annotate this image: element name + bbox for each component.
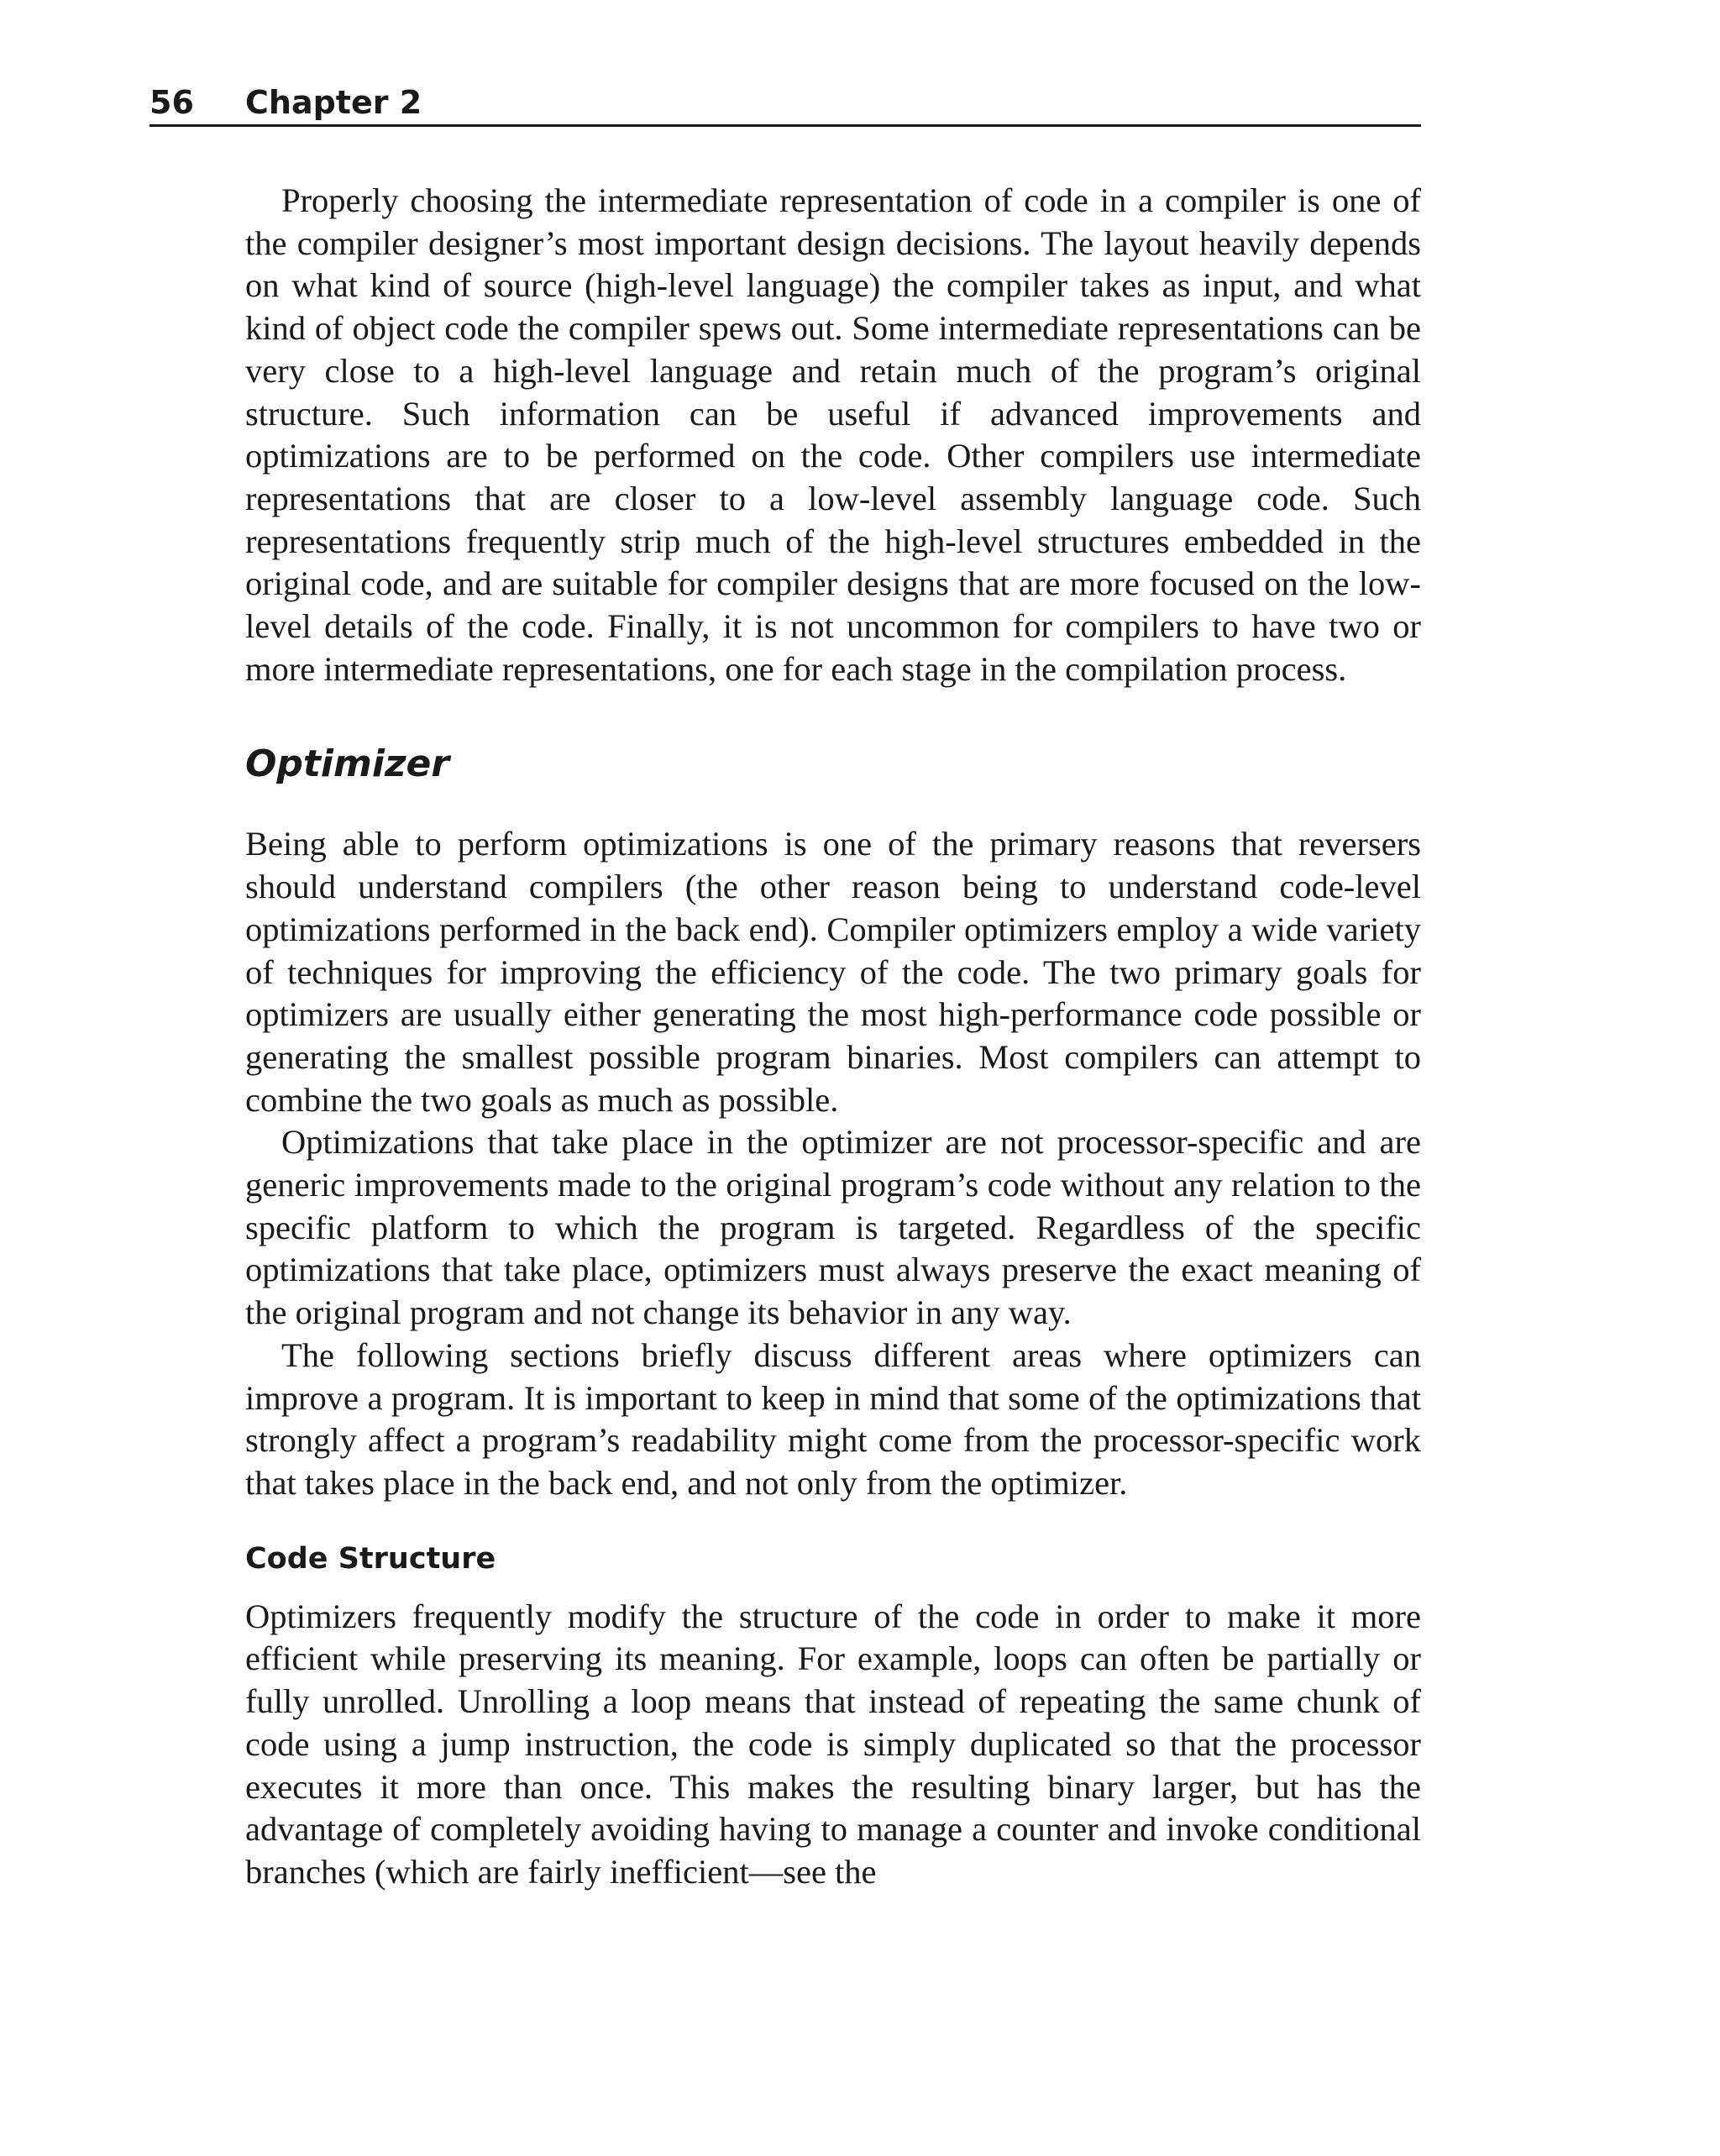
paragraph-optimizer-sections: The following sections briefly discuss different areas where optimizers can improve a program. It is important to keep in mind that some of the optimizations that strongly affect a program’s readability might come from the processor-specific work that takes place in the back end, and not only from the optimizer. [245,1335,1421,1502]
running-head [149,81,1421,127]
paragraph-optimizer-intro: Being able to perform optimizations is one of the primary reasons that reversers should understand compilers (the other reason being to understand code-level optimizations performed in the back end). Compiler optimizers employ a wide variety of techniques for improving the efficiency of the code. The two primary goals for optimizers are usually either generating the most high-performance code possible or generating the smallest possible program binaries. Most compilers can attempt to combine the two goals as much as possible. [245,825,1421,1119]
body-text [245,180,1421,1894]
paragraph-intermediate-representation: Properly choosing the intermediate representation of code in a compiler is one of the compiler designer’s most important design decisions. The layout heavily depends on what kind of source (high-level language) the compiler takes as input, and what kind of object code the compiler spews out. Some intermediate representations can be very close to a high-level language and retain much of the program’s original structure. Such information can be useful if advanced improvements and optimizations are to be performed on the code. Other compilers use intermediate representations that are closer to a low-level assembly language code. Such representations frequently strip much of the high-level structures embedded in the original code, and are suitable for compiler designs that are more focused on the low-level details of the code. Finally, it is not uncommon for compilers to have two or more intermediate representations, one for each stage in the compilation process. [245,181,1421,688]
chapter-label: Chapter 2 [245,84,422,121]
paragraph-code-structure: Optimizers frequently modify the structure of the code in order to make it more efficient while preserving its meaning. For example, loops can often be partially or fully unrolled. Unrolling a loop means that instead of repeating the same chunk of code using a jump instruction, the code is simply duplicated so that the processor executes it more than once. This makes the resulting binary larger, but has the advantage of completely avoiding having to manage a counter and invoke conditional branches (which are fairly inefficient—see the [245,1597,1421,1891]
page-number: 56 [149,84,194,121]
section-heading-optimizer: Optimizer [245,742,450,786]
subsection-heading-code-structure: Code Structure [245,1541,496,1576]
paragraph-optimizer-generic: Optimizations that take place in the optimizer are not processor-specific and are generic improvements made to the original program’s code without any relation to the specific platform to which the program is targeted. Regardless of the specific optimizations that take place, optimizers must always preserve the exact meaning of the original program and not change its behavior in any way. [245,1123,1421,1332]
